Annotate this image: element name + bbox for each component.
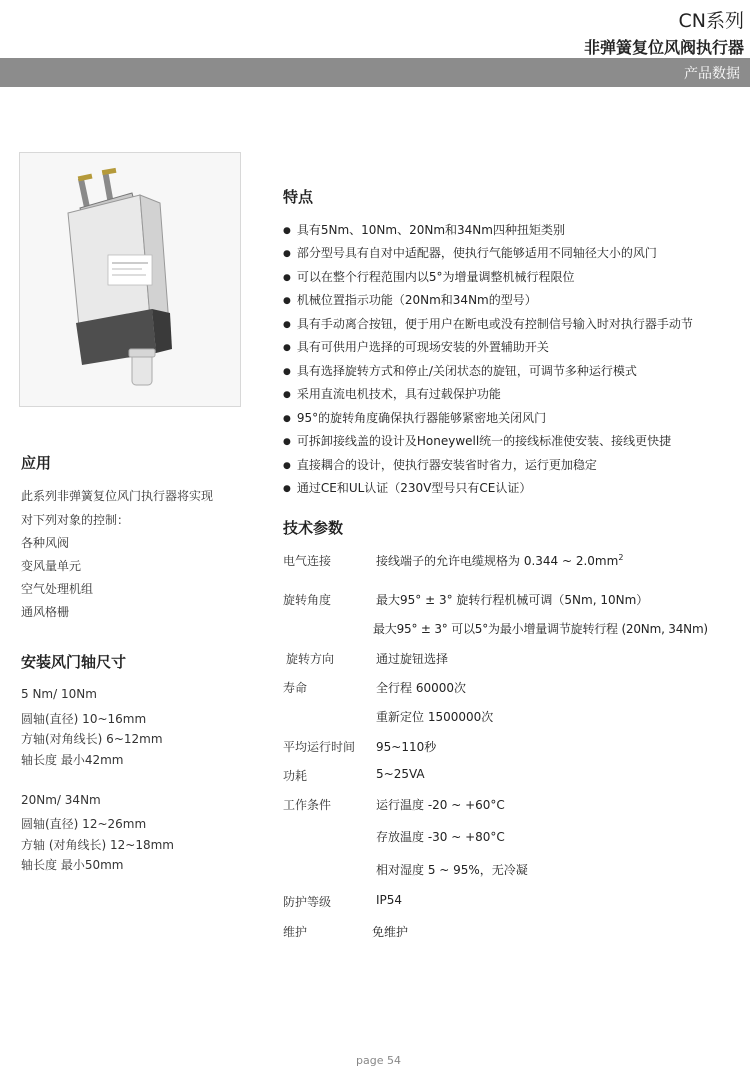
product-photo — [19, 152, 241, 407]
feature-item: ● 机械位置指示功能（20Nm和34Nm的型号） — [283, 291, 537, 308]
shaft-group2-title: 20Nm/ 34Nm — [21, 793, 101, 807]
application-intro-line1: 此系列非弹簧复位风门执行器将实现 — [21, 489, 214, 503]
feature-item: ● 具有5Nm、10Nm、20Nm和34Nm四种扭矩类别 — [283, 221, 565, 238]
feature-item: ● 可拆卸接线盖的设计及Honeywell统一的接线标准使安装、接线更快捷 — [283, 432, 671, 449]
shaft-group1-square: 方轴(对角线长) 6~12mm — [21, 732, 163, 746]
shaft-group1-length: 轴长度 最小42mm — [21, 753, 124, 767]
application-item: 各种风阀 — [21, 536, 70, 550]
superscript-2: 2 — [618, 553, 624, 562]
shaft-group1-title: 5 Nm/ 10Nm — [21, 687, 97, 701]
spec-label-maintenance: 维护 — [283, 925, 308, 939]
spec-label-life: 寿命 — [283, 681, 308, 695]
feature-item: ● 具有选择旋转方式和停止/关闭状态的旋钮，可调节多种运行模式 — [283, 362, 637, 379]
spec-value-power: 5~25VA — [376, 767, 425, 781]
application-item: 通风格栅 — [21, 605, 70, 619]
shaft-group2-round: 圆轴(直径) 12~26mm — [21, 817, 147, 831]
feature-item: ● 直接耦合的设计，使执行器安装省时省力，运行更加稳定 — [283, 456, 597, 473]
feature-item: ● 通过CE和UL认证（230V型号只有CE认证） — [283, 479, 531, 496]
features-heading: 特点 — [283, 188, 314, 206]
product-subtitle: 非弹簧复位风阀执行器 — [583, 38, 744, 57]
feature-item: ● 具有可供用户选择的可现场安装的外置辅助开关 — [283, 338, 549, 355]
page-number: page 54 — [356, 1054, 401, 1067]
spec-value-humidity: 相对湿度 5 ~ 95%，无冷凝 — [376, 863, 528, 877]
spec-label-angle: 旋转角度 — [283, 593, 332, 607]
shaft-group2-square: 方轴 (对角线长) 12~18mm — [21, 838, 174, 852]
spec-value-protection: IP54 — [376, 893, 403, 907]
specs-heading: 技术参数 — [283, 519, 344, 537]
series-title: CN系列 — [678, 10, 744, 32]
spec-value-maintenance: 免维护 — [372, 925, 409, 939]
feature-item: ● 部分型号具有自对中适配器，使执行气能够适用不同轴径大小的风门 — [283, 244, 657, 261]
spec-label-runtime: 平均运行时间 — [283, 740, 356, 754]
application-heading: 应用 — [21, 454, 52, 472]
actuator-illustration — [20, 153, 240, 406]
spec-value-angle-1: 最大95° ± 3° 旋转行程机械可调（5Nm, 10Nm） — [376, 593, 649, 607]
spec-value-life-1: 全行程 60000次 — [376, 681, 466, 695]
spec-value-runtime: 95~110秒 — [376, 740, 437, 754]
spec-value-electrical — [376, 552, 623, 569]
feature-item: ● 采用直流电机技术，具有过载保护功能 — [283, 385, 501, 402]
spec-label-conditions: 工作条件 — [283, 798, 332, 812]
spec-value-electrical-text: 接线端子的允许电缆规格为 0.344 ~ 2.0mm — [376, 554, 619, 568]
spec-value-life-2: 重新定位 1500000次 — [376, 710, 494, 724]
spec-value-direction: 通过旋钮选择 — [376, 652, 449, 666]
feature-item: ● 95°的旋转角度确保执行器能够紧密地关闭风门 — [283, 409, 546, 426]
shaft-heading: 安装风门轴尺寸 — [21, 653, 127, 671]
spec-value-storage-temp: 存放温度 -30 ~ +80°C — [376, 830, 505, 844]
spec-value-operating-temp: 运行温度 -20 ~ +60°C — [376, 798, 505, 812]
spec-label-direction: 旋转方向 — [286, 652, 335, 666]
spec-label-power: 功耗 — [283, 769, 308, 783]
application-item: 变风量单元 — [21, 559, 82, 573]
band-label: 产品数据 — [684, 66, 740, 82]
application-intro-line2: 对下列对象的控制： — [21, 513, 130, 527]
feature-item: ● 具有手动离合按钮，便于用户在断电或没有控制信号输入时对执行器手动节 — [283, 315, 693, 332]
feature-item: ● 可以在整个行程范围内以5°为增量调整机械行程限位 — [283, 268, 575, 285]
shaft-group2-length: 轴长度 最小50mm — [21, 858, 124, 872]
application-item: 空气处理机组 — [21, 582, 94, 596]
spec-label-electrical: 电气连接 — [283, 554, 332, 568]
spec-label-protection: 防护等级 — [283, 895, 332, 909]
header-band — [0, 58, 750, 87]
shaft-group1-round: 圆轴(直径) 10~16mm — [21, 712, 147, 726]
spec-value-angle-2: 最大95° ± 3° 可以5°为最小增量调节旋转行程 (20Nm, 34Nm) — [373, 622, 708, 636]
